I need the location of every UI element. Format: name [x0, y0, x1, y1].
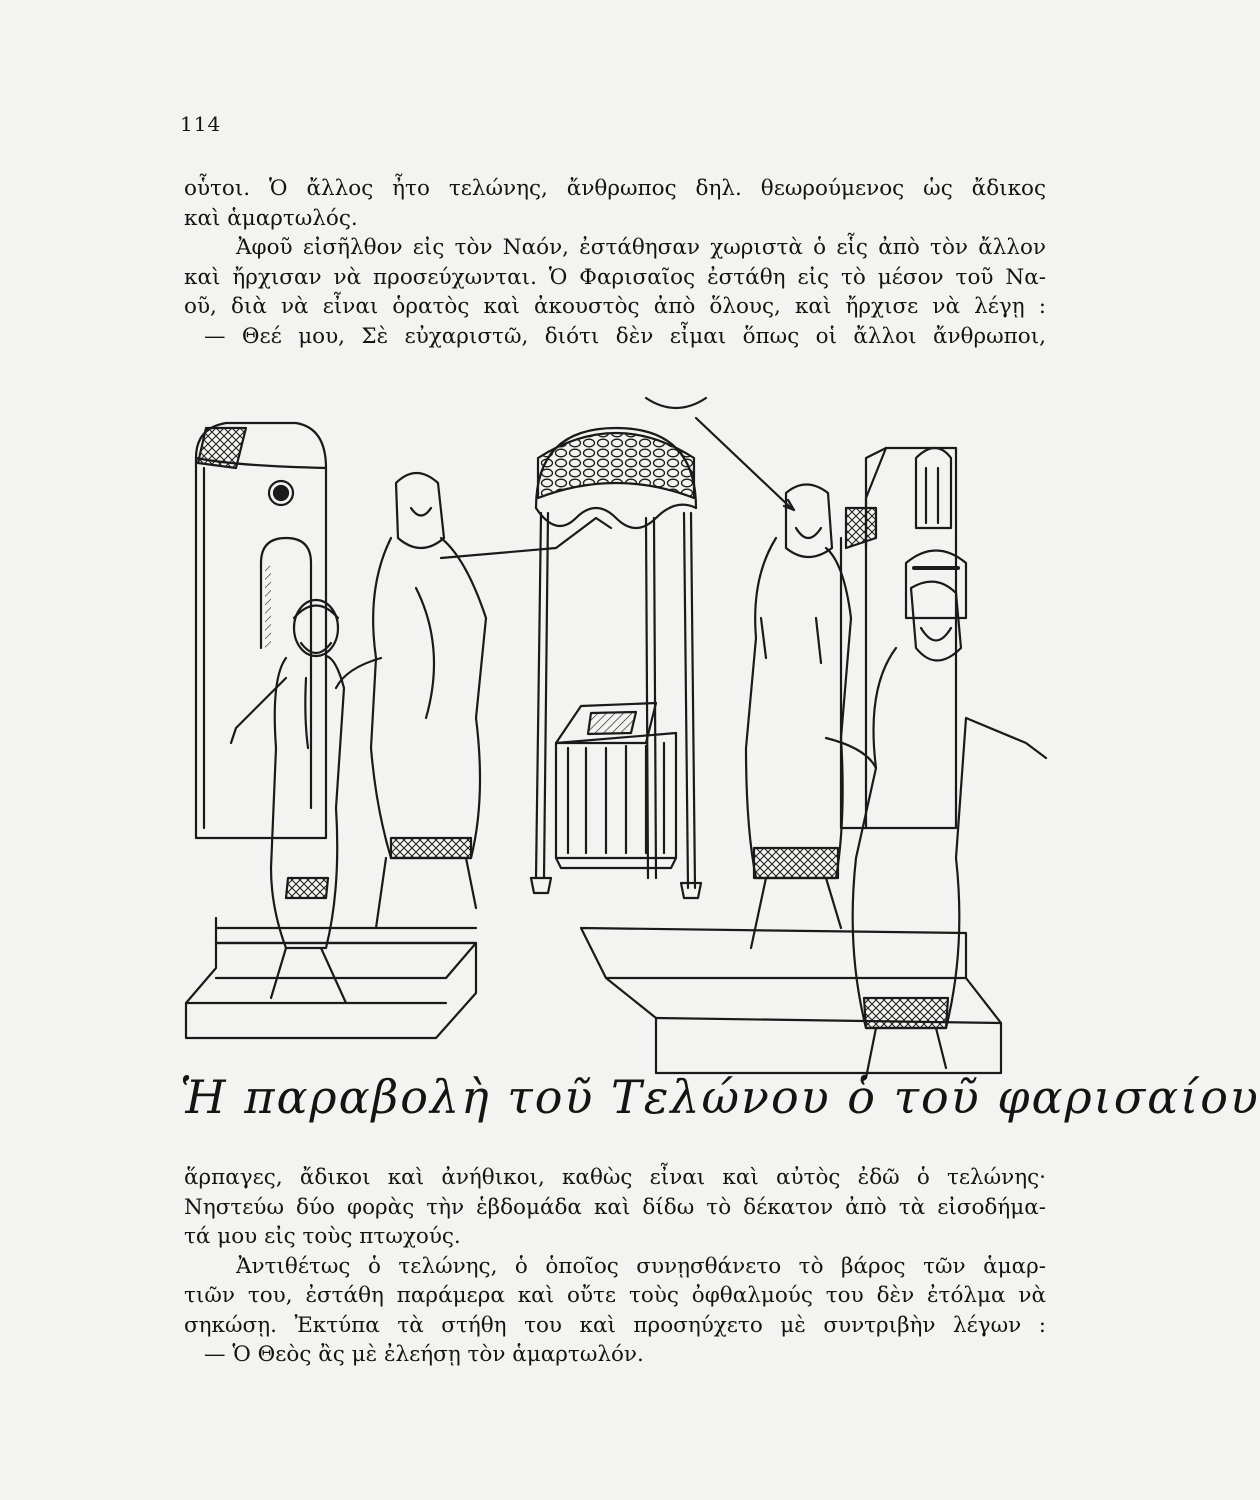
dialogue-line: — Ὁ Θεὸς ἂς μὲ ἐλεήσῃ τὸν ἁμαρτωλόν.	[204, 1342, 644, 1367]
left-tower	[196, 423, 326, 838]
paragraph-line: σηκώσῃ. Ἐκτύπα τὰ στήθη του καὶ προσηύχετο μὲ συντριβὴν λέγων :	[184, 1312, 1046, 1338]
pharisee-figure	[336, 473, 611, 928]
paragraph-line: Νηστεύω δύο φορὰς τὴν ἑβδομάδα καὶ δίδω τὸ δέκατον ἀπὸ τὰ εἰσοδήμα-	[184, 1194, 1046, 1220]
paragraph-line: οὗτοι. Ὁ ἄλλος ἦτο τελώνης, ἄνθρωπος δηλ. θεωρούμενος ὡς ἄδικος	[184, 176, 1046, 201]
paragraph-line: τιῶν του, ἐστάθη παράμερα καὶ οὔτε τοὺς ὀφθαλμούς του δὲν ἐτόλμα νὰ	[184, 1283, 1046, 1308]
text-block-upper	[184, 174, 1046, 351]
paragraph-line: καὶ ἤρχισαν νὰ προσεύχωνται. Ὁ Φαρισαῖος ἐστάθη εἰς τὸ μέσον τοῦ Να-	[184, 264, 1046, 290]
praying-figure	[826, 582, 1046, 1078]
illustration-caption: Ἡ παραβολὴ τοῦ Τελώνου ὁ τοῦ φαρισαίου	[180, 1070, 1260, 1124]
parable-illustration	[176, 388, 1260, 1160]
text-block-lower	[184, 1163, 1046, 1370]
dialogue-line: — Θεέ μου, Σὲ εὐχαριστῶ, διότι δὲν εἶμαι ὅπως οἱ ἄλλοι ἄνθρωποι,	[204, 323, 1046, 349]
steps	[186, 918, 1001, 1073]
paragraph-line: οῦ, διὰ νὰ εἶναι ὁρατὸς καὶ ἀκουστὸς ἀπὸ ὅλους, καὶ ἤρχισε νὰ λέγῃ :	[184, 294, 1046, 319]
altar	[556, 703, 676, 868]
paragraph-line: ἅρπαγες, ἄδικοι καὶ ἀνήθικοι, καθὼς εἶναι καὶ αὐτὸς ἐδῶ ὁ τελώνης·	[184, 1165, 1046, 1190]
paragraph-line: Ἀφοῦ εἰσῆλθον εἰς τὸν Ναόν, ἐστάθησαν χωριστὰ ὁ εἷς ἀπὸ τὸν ἄλλον	[236, 235, 1046, 260]
paragraph-line: καὶ ἁμαρτωλός.	[184, 205, 358, 231]
page-number: 114	[180, 112, 222, 136]
paragraph-line: τά μου εἰς τοὺς πτωχούς.	[184, 1224, 461, 1249]
right-building	[841, 448, 966, 828]
standing-figure	[746, 485, 851, 949]
paragraph-line: Ἀντιθέτως ὁ τελώνης, ὁ ὁποῖος συνῃσθάνετο τὸ βάρος τῶν ἁμαρ-	[236, 1253, 1046, 1279]
